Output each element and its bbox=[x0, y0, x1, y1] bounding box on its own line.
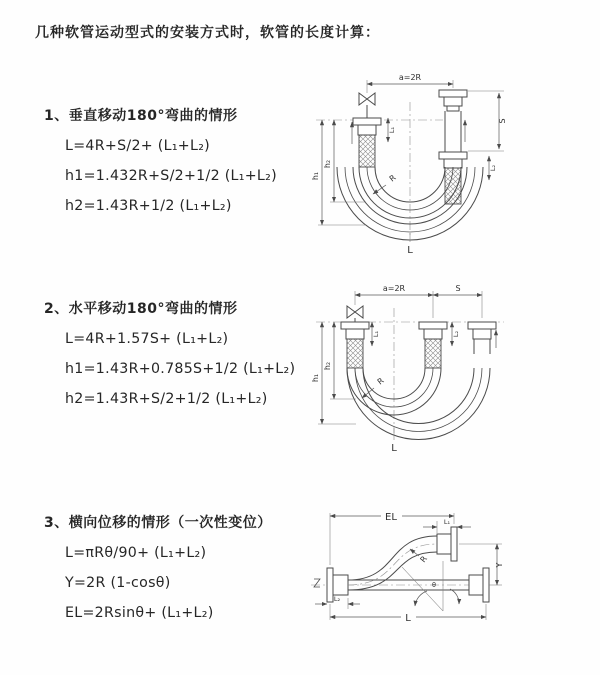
valve-icon bbox=[347, 306, 363, 322]
dim-label-s: S bbox=[498, 118, 507, 124]
middle-hose-fitting bbox=[419, 322, 447, 368]
length-label-group bbox=[407, 233, 413, 256]
radius-label: R bbox=[387, 173, 398, 184]
radius-label: R bbox=[418, 554, 430, 565]
dimension-el bbox=[330, 510, 454, 565]
diagram-vertical-bend bbox=[308, 64, 593, 259]
dimension-a-2r bbox=[355, 284, 482, 318]
dimension-l1 bbox=[423, 518, 471, 533]
dim-label-h1: h₁ bbox=[311, 373, 320, 383]
right-hose-fitting bbox=[439, 90, 467, 204]
dim-label-el: EL bbox=[385, 512, 397, 523]
displaced-hose bbox=[348, 527, 457, 590]
formula-h2: h2=1.43R+1/2 (L₁+L₂) bbox=[65, 198, 232, 214]
right-hose-fitting bbox=[468, 322, 496, 354]
dim-label-l1: L₁ bbox=[388, 126, 396, 134]
dimension-l2 bbox=[489, 156, 497, 180]
left-hose-fitting bbox=[341, 322, 369, 368]
diagram-lateral-displacement bbox=[303, 503, 600, 653]
dimension-l1 bbox=[388, 118, 396, 142]
dim-label-h2: h₂ bbox=[323, 159, 332, 169]
hose-u-bend bbox=[347, 368, 490, 440]
formula-h1: h1=1.432R+S/2+1/2 (L₁+L₂) bbox=[65, 168, 277, 184]
section-heading: 3、横向位移的情形（一次性变位） bbox=[44, 515, 272, 531]
formula-length: L=πRθ/90+ (L₁+L₂) bbox=[65, 545, 207, 561]
section-heading: 1、垂直移动180°弯曲的情形 bbox=[44, 108, 238, 124]
left-hose-fitting bbox=[353, 118, 381, 167]
formula-y: Y=2R (1-cosθ) bbox=[65, 575, 171, 591]
dimension-l2 bbox=[452, 322, 460, 346]
dim-label-a2r: a=2R bbox=[398, 73, 422, 82]
section-horizontal-movement bbox=[44, 298, 295, 414]
formula-h2: h2=1.43R+S/2+1/2 (L₁+L₂) bbox=[65, 391, 268, 407]
dimension-l1 bbox=[372, 322, 380, 346]
dim-label-l2: L₂ bbox=[333, 595, 341, 603]
formula-el: EL=2Rsinθ+ (L₁+L₂) bbox=[65, 605, 214, 621]
dimension-s bbox=[433, 284, 482, 295]
radius-leader bbox=[362, 376, 386, 398]
length-label: L bbox=[391, 443, 397, 454]
dimension-s bbox=[468, 91, 507, 151]
dim-label-s: S bbox=[455, 284, 461, 293]
dim-label-h2: h₂ bbox=[323, 361, 332, 371]
dimension-l bbox=[330, 604, 486, 624]
dim-label-a2r: a=2R bbox=[382, 284, 406, 293]
angle-label: θ bbox=[432, 581, 436, 589]
radius-leader bbox=[373, 173, 398, 194]
dim-label-l1: L₁ bbox=[443, 518, 451, 526]
valve-icon bbox=[359, 93, 375, 118]
length-label: L bbox=[405, 613, 411, 624]
centerline-break-mark bbox=[314, 579, 320, 587]
page-title: 几种软管运动型式的安装方式时，软管的长度计算： bbox=[35, 25, 380, 41]
angle-theta bbox=[402, 561, 459, 611]
radius-label: R bbox=[375, 376, 386, 387]
dim-label-l1: L₁ bbox=[372, 330, 380, 338]
dimension-l2 bbox=[315, 595, 360, 609]
dim-label-h1: h₁ bbox=[311, 171, 320, 181]
dimension-h1 bbox=[311, 120, 366, 225]
dim-label-y: Y bbox=[495, 562, 504, 568]
formula-h1: h1=1.43R+0.785S+1/2 (L₁+L₂) bbox=[65, 361, 296, 377]
length-label-group bbox=[391, 428, 397, 454]
section-vertical-movement bbox=[44, 105, 277, 221]
formula-length: L=4R+1.57S+ (L₁+L₂) bbox=[65, 331, 229, 347]
dim-label-l2: L₂ bbox=[452, 330, 460, 338]
formula-length: L=4R+S/2+ (L₁+L₂) bbox=[65, 138, 211, 154]
section-lateral-displacement bbox=[44, 512, 272, 628]
dim-label-l2: L₂ bbox=[489, 164, 497, 172]
section-heading: 2、水平移动180°弯曲的情形 bbox=[44, 301, 238, 317]
length-label: L bbox=[407, 245, 413, 256]
diagram-horizontal-bend bbox=[308, 278, 598, 458]
